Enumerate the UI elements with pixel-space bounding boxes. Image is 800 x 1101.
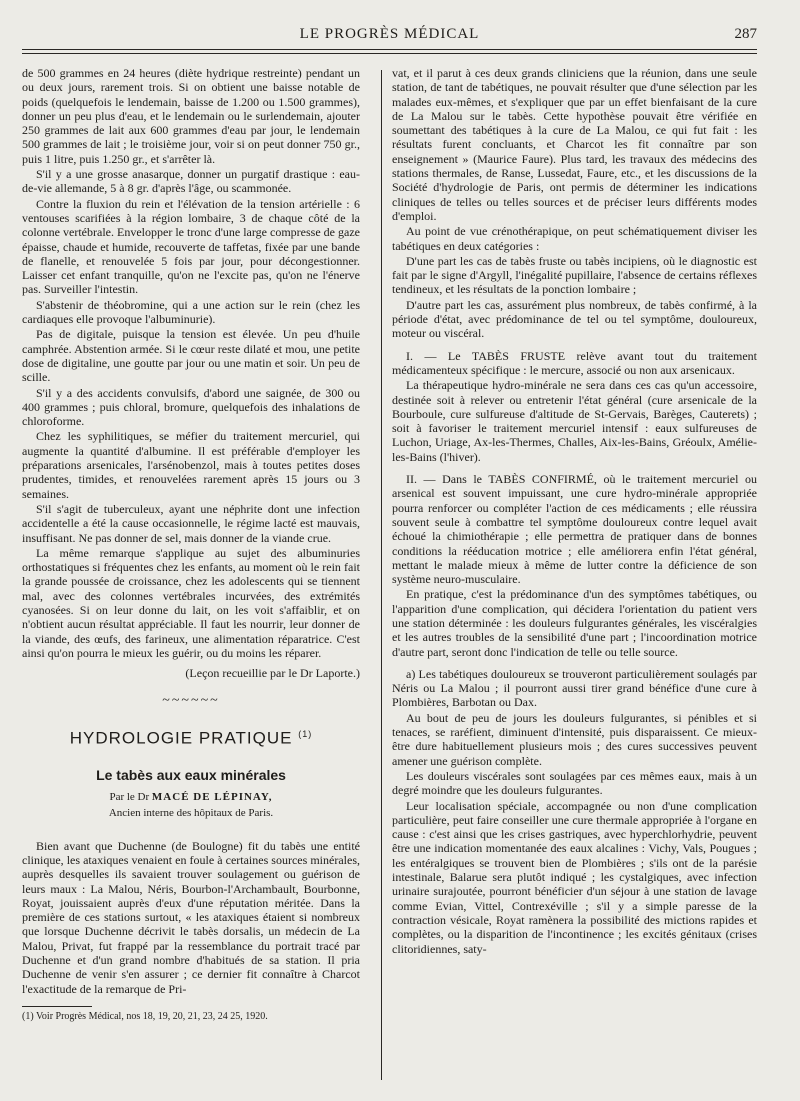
- byline-prefix: Par le Dr: [109, 791, 150, 804]
- paragraph: S'il y a des accidents convulsifs, d'abord une saignée, de 300 ou 400 grammes ; puis chloral, bromure, quelquefois des inhalations de chloroforme.: [22, 385, 360, 429]
- footnote: (1) Voir Progrès Médical, nos 18, 19, 20, 21, 23, 24 25, 1920.: [22, 1010, 268, 1022]
- article-body: [22, 839, 360, 996]
- paragraph: D'autre part les cas, assurément plus nombreux, de tabès confirmé, à la période d'état, avec prédominance de tel ou tel symptôme, douloureux, moteur ou viscéral.: [392, 297, 757, 341]
- paragraph: S'abstenir de théobromine, qui a une action sur le rein (chez les cardiaques elle provoque l'albuminurie).: [22, 297, 360, 327]
- paragraph: S'il s'agit de tuberculeux, ayant une néphrite dont une infection accidentelle a été la cause occasionnelle, le régime lacté est mauvais, insuffisant. Ne pas donner de sel, mais donner de la viande crue.: [22, 501, 360, 545]
- footnote-marker: (1): [298, 728, 313, 739]
- paragraph: Leur localisation spéciale, accompagnée ou non d'une complication particulière, peut faire conseiller une cure thermale appropriée à l'organe en cause : c'est ainsi que les crises gastriques, avec hyperchlorhydrie, peuvent être une indication momentanée des eaux alcalines : Vichy, Vals, Pougues ; les entéralgiques se trouvent bien de Plombières ; s'ils ont de la parésie intestinale, Balarue sera plutôt indiqué ; les cystalgiques, avec infection urinaire surajoutée, pourront bénéficier d'un séjour à une station de lavage comme Evian, Vittel, Contrexéville ; s'il y a simple paresse de la contraction vésicale, Royat ramènera la possibilité des mictions rapides et complètes, ou la disparition de l'incontinence ; les excités génitaux (crises clitoridiennes, saty-: [392, 798, 757, 956]
- paragraph: Au bout de peu de jours les douleurs fulgurantes, si pénibles et si tenaces, se raréfient, diminuent d'intensité, puis disparaissent. Ce mieux-être dure habituellement plusieurs mois ; des cures successives peuvent amener une guérison complète.: [392, 710, 757, 768]
- paragraph: Au point de vue crénothérapique, on peut schématiquement diviser les tabétiques en deux catégories :: [392, 224, 757, 253]
- paragraph: II. — Dans le TABÈS CONFIRMÉ, où le traitement mercuriel ou arsenical est souvent impuissant, une cure hydro-minérale appropriée pourra renforcer ou compléter l'action de ces médicaments ; elle réussira souvent seule à combattre tel symptôme douloureux contre lequel avait échoué la chimiothérapie ; elle permettra de pratiquer dans de bonnes conditions la rééducation motrice ; elle améliorera enfin l'état général, mettant le malade mieux à même de lutter contre la déficience de son système neuro-musculaire.: [392, 472, 757, 587]
- column-divider: [381, 70, 382, 1080]
- author-affiliation: Ancien interne des hôpitaux de Paris.: [108, 807, 274, 820]
- paragraph: vat, et il parut à ces deux grands cliniciens que la réunion, dans une seule station, de tant de tabétiques, ne pouvait résulter que d'une sélection par les malades eux-mêmes, et s'expliquer que par un effet bienfaisant de la cure de La Malou sur le tabès. Cette hypothèse pouvait être vérifiée en soumettant des tabétiques à la cure de La Malou, ce qui fut fait : les résultats furent concluants, et Charcot les fit connaître par son enseignement » (Maurice Faure). Plus tard, les travaux des médecins des stations thermales, de Ranse, Lussedat, Faure, etc., et les discussions de la Société d'hydrologie de Paris, ont permis de déterminer les indications cliniques de telles ou telles sources et de préciser leurs différents modes d'emploi.: [392, 66, 757, 223]
- paragraph: Chez les syphilitiques, se méfier du traitement mercuriel, qui augmente la quantité d'albumine. Il est préférable d'employer les préparations arsenicales, l'arsénobenzol, mais à toutes petites doses prudentes, timides, et renouvelées rarement après 15 jours ou 3 semaines.: [22, 429, 360, 501]
- section-title-text: HYDROLOGIE PRATIQUE: [69, 728, 293, 748]
- paragraph: I. — Le TABÈS FRUSTE relève avant tout du traitement médicamenteux spécifique : le mercure, associé ou non aux arsenicaux.: [392, 348, 757, 377]
- paragraph: S'il y a une grosse anasarque, donner un purgatif drastique : eau-de-vie allemande, 5 à 8 gr. d'après l'âge, ou scammonée.: [22, 167, 360, 196]
- header-rule-double: [22, 53, 757, 54]
- header-rule: [22, 49, 757, 50]
- section-flourish: ~~~~~~: [162, 693, 220, 709]
- paragraph: La thérapeutique hydro-minérale ne sera dans ces cas qu'un accessoire, destinée soit à relever ou entretenir l'état général (cure arsenicale de la Bourboule, cure sulfureuse d'altitude de St-Gervais, Barèges, Cauterets) ; soit à favoriser le traitement mercuriel intensif : eaux sulfureuses de Luchon, Uriage, Ax-les-Thermes, Challes, Aix-les-Bains, Gréoulx, Amélie-les-Bains (l'hiver).: [392, 378, 757, 464]
- paragraph: D'une part les cas de tabès fruste ou tabès incipiens, où le diagnostic est fait par le signe d'Argyll, l'inégalité pupillaire, l'absence de certains réflexes tendineux, et les résultats de la ponction lombaire ;: [392, 253, 757, 297]
- footnote-rule: [22, 1006, 92, 1007]
- paragraph: de 500 grammes en 24 heures (diète hydrique restreinte) pendant un ou deux jours, rarement trois. Si on obtient une baisse notable de poids (quelquefois le lendemain, baisse de 1.200 ou 1.500 grammes), donner un peu plus d'eau, et le lendemain ou le surlendemain, ajouter 250 grammes de lait aux 600 grammes d'eau par jour, le lendemain 500 grammes de lait ; le troisième jour, voir si on peut donner 750 gr., puis 1 litre, puis 1.250 gr., et s'arrêter là.: [22, 66, 360, 166]
- paragraph: a) Les tabétiques douloureux se trouveront particulièrement soulagés par Néris ou La Malou ; il pourront aussi tirer grand bénéfice d'une cure à Plombières, Barbotan ou Dax.: [392, 666, 757, 710]
- byline: [22, 790, 360, 804]
- byline-author: MACÉ DE LÉPINAY,: [151, 791, 273, 804]
- page-number: 287: [734, 26, 757, 42]
- paragraph: En pratique, c'est la prédominance d'un des symptômes tabétiques, ou l'apparition d'une complication, qui décidera l'orientation du patient vers une station déterminée : les douleurs fulgurantes générales, les viscéralgies et les autres troubles de la sensibilité d'une part ; l'incoordination motrice d'autre part, seront donc l'indication de telle ou telle source.: [392, 587, 757, 659]
- lecture-signature: (Leçon recueillie par le Dr Laporte.): [185, 666, 360, 681]
- left-column: [22, 66, 360, 1024]
- paragraph: Les douleurs viscérales sont soulagées par ces mêmes eaux, mais à un degré moindre que les douleurs fulgurantes.: [392, 768, 757, 798]
- running-title: LE PROGRÈS MÉDICAL: [299, 26, 480, 42]
- paragraph: Bien avant que Duchenne (de Boulogne) fit du tabès une entité clinique, les ataxiques venaient en foule à certaines sources minérales, auprès desquelles ils savaient trouver soulagement ou guérison de leurs maux : La Malou, Néris, Bourbon-l'Archambault, Bourbonne, Royat, jouissaient auprès d'eux d'une réputation méritée. Dans la première de ces stations surtout, « les ataxiques étaient si nombreux que lorsque Duchenne décrivit le tabès dorsalis, un médecin de La Malou, Privat, fut frappé par la ressemblance du portrait tracé par Duchenne et d'un grand nombre d'habitués de sa station. Il pria Duchenne de venir s'en assurer ; ce dernier fit connaître à Charcot l'exactitude de la remarque de Pri-: [22, 838, 360, 996]
- right-column: [392, 66, 757, 957]
- running-header: [22, 26, 757, 48]
- article-title: Le tabès aux eaux minérales: [96, 766, 286, 783]
- paragraph: Contre la fluxion du rein et l'élévation de la tension artérielle : 6 ventouses scarifiées à la région lombaire, 3 de chaque côté de la colonne vertébrale. Envelopper le tronc d'une large compresse de gaze épaisse, chaude et humide, recouverte de taffetas, fixée par une bande de flanelle, et renouvelée 5 fois par jour, pour décongestionner. Laisser cet enfant tranquille, qu'on ne l'excite pas, qu'on ne l'énerve pas. Surveiller l'intestin.: [22, 196, 360, 297]
- paragraph: La même remarque s'applique au sujet des albuminuries orthostatiques si fréquentes chez les enfants, au moment où le rein fait la grande poussée de croissance, chez les adolescents qui se tiennent mal, avec des colonnes vertébrales incurvées, des extrémités cyanosées. Si on leur donne du lait, on les voit s'affaiblir, et on n'obtient aucun résultat appréciable. Il faut les nourrir, leur donner de la viande, des œufs, des farineux, une alimentation réparatrice. C'est ainsi qu'on pourra le mieux les guérir, ou du moins les réparer.: [22, 545, 360, 660]
- paragraph: Pas de digitale, puisque la tension est élevée. Un peu d'huile camphrée. Abstention armée. Si le cœur reste dilaté et mou, une petite dose de digitaline, une goutte par jour ou une matin et soir. Un peu de scille.: [22, 327, 360, 385]
- section-title: [22, 727, 360, 746]
